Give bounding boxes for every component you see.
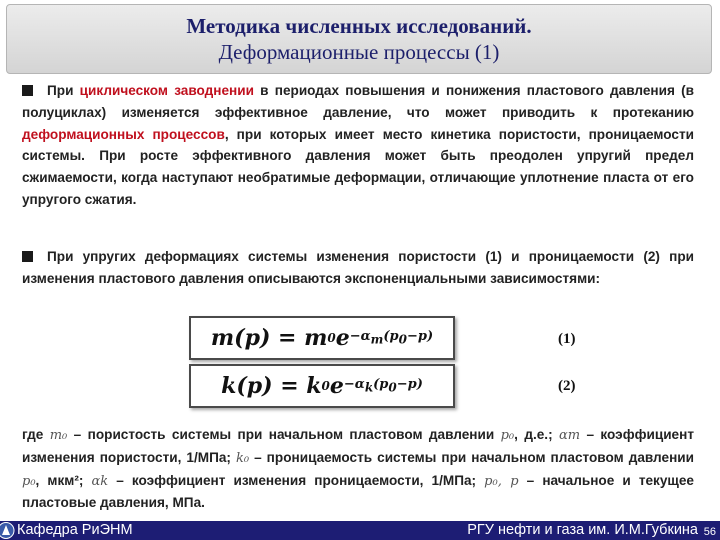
formula-2-lhs: k(p) = k bbox=[221, 373, 322, 399]
formula-2-lhs-sub: 0 bbox=[321, 379, 330, 393]
bullet-icon bbox=[22, 85, 33, 96]
slide-title-line-1: Методика численных исследований. bbox=[186, 14, 532, 38]
formula-1-exp-p0: (p bbox=[383, 329, 399, 345]
formula-1-exp-end: −p) bbox=[406, 329, 434, 345]
p3-text-5: – проницаемость системы при начальном пластовом давлении bbox=[249, 449, 694, 465]
university-logo-icon bbox=[0, 521, 16, 540]
p3-symbol-m0: m₀ bbox=[49, 428, 68, 443]
p1-text-1: При bbox=[47, 83, 80, 98]
formula-2-exp-alpha: −α bbox=[343, 377, 365, 393]
formula-porosity bbox=[189, 316, 455, 360]
p3-symbol-k0: k₀ bbox=[235, 450, 250, 466]
p3-symbol-alpha-m: αm bbox=[558, 428, 581, 443]
footer-bar bbox=[0, 521, 720, 540]
paragraph-cyclic-flooding bbox=[22, 80, 694, 211]
formula-2-exp-end: −p) bbox=[396, 377, 423, 393]
p3-text-2: – пористость системы при начальном пластовом давлении bbox=[67, 427, 501, 442]
paragraph-variable-definitions bbox=[22, 424, 694, 514]
formula-1-exp-alpha: −α bbox=[349, 329, 371, 345]
formula-1-lhs-sub: 0 bbox=[327, 331, 336, 345]
p3-text-1: где bbox=[22, 427, 50, 442]
formula-2-exp-alpha-sub: k bbox=[364, 380, 374, 395]
formula-2-exp-base: e bbox=[329, 373, 344, 399]
formula-2-exp-p0-sub: 0 bbox=[388, 380, 397, 395]
paragraph-elastic-deformation bbox=[22, 246, 694, 290]
p3-symbol-p0: p₀ bbox=[500, 428, 515, 443]
formula-1-lhs: m(p) = m bbox=[210, 325, 328, 351]
formula-1-exp-base: e bbox=[335, 325, 350, 351]
p3-text-4: – коэффициент изменения пористости, 1/МПа; bbox=[22, 427, 694, 465]
p3-text-7: – коэффициент изменения проницаемости, 1/МПа; bbox=[108, 472, 485, 488]
formula-permeability bbox=[189, 364, 455, 408]
p1-text-3: , при которых имеет место кинетика пористости, проницаемости системы. При росте эффективного давления может быть преодолен упругий предел сжимаемости, когда наступают необратимые деформации, отличающие уплотнение пласта от его упругого сжатия. bbox=[22, 126, 694, 207]
p3-symbol-p0-2: p₀ bbox=[22, 473, 36, 489]
page-number: 56 bbox=[703, 526, 716, 538]
p3-symbol-p0-p: p₀, p bbox=[484, 473, 519, 489]
formula-2-exp-p0: (p bbox=[373, 377, 389, 393]
formula-2-exponent bbox=[344, 377, 423, 395]
slide-title-bar bbox=[6, 4, 712, 74]
equation-number-2: (2) bbox=[558, 378, 576, 394]
p3-symbol-alpha-k: αk bbox=[91, 473, 109, 489]
formula-1-exp-alpha-sub: m bbox=[370, 332, 384, 347]
footer-department: Кафедра РиЭНМ bbox=[17, 522, 133, 538]
p1-text-2: в периодах повышения и понижения пластового давления (в полуциклах) изменяется эффективное давление, что может приводить к протеканию bbox=[22, 83, 694, 120]
formula-1-exponent bbox=[350, 329, 433, 347]
p3-text-6: , мкм²; bbox=[35, 472, 92, 488]
p3-text-3: , д.е.; bbox=[514, 427, 559, 442]
p1-highlight-deformation: деформационных процессов bbox=[22, 126, 225, 142]
p3-text-8: – начальное и текущее пластовые давления, МПа. bbox=[22, 472, 694, 511]
equation-number-1: (1) bbox=[558, 331, 576, 347]
footer-university: РГУ нефти и газа им. И.М.Губкина bbox=[467, 522, 698, 538]
formula-1-exp-p0-sub: 0 bbox=[398, 332, 407, 347]
p2-text: При упругих деформациях системы изменения пористости (1) и проницаемости (2) при изменения пластового давления описываются экспоненциальными зависимостями: bbox=[22, 249, 694, 286]
p1-highlight-cyclic-flooding: циклическом заводнении bbox=[79, 83, 254, 98]
bullet-icon bbox=[22, 251, 33, 262]
slide-title-line-2: Деформационные процессы (1) bbox=[218, 40, 500, 64]
